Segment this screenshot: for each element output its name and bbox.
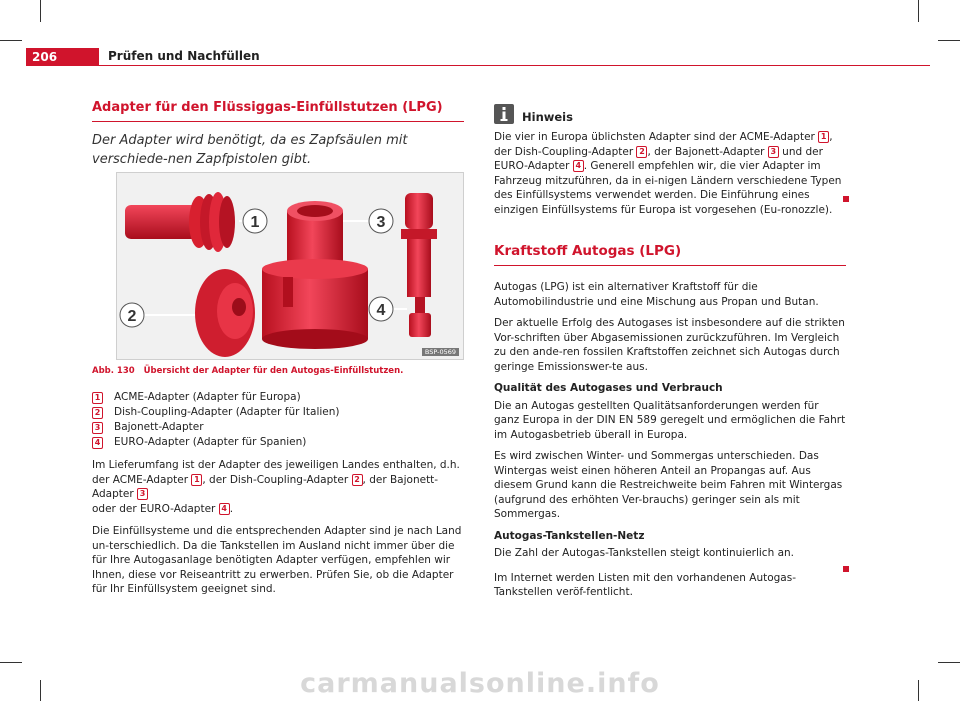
left-column-body — [92, 366, 464, 597]
section-title: Prüfen und Nachfüllen — [108, 49, 260, 63]
svg-text:3: 3 — [376, 214, 386, 231]
autogas-p4: Es wird zwischen Winter- und Sommergas unterschieden. Das Wintergas weist einen höheren Anteil an Propangas auf. Aus diesem Grund kann die Restreichweite beim Fahren mit Wintergas (aufgrund des erhöhten Ver-brauchs) geringer sein als mit Sommergas. — [494, 450, 843, 520]
page-number: 206 — [26, 48, 99, 66]
watermark: carmanualsonline.info — [300, 668, 660, 699]
ref-badge: 2 — [636, 146, 647, 158]
callout-1 — [239, 209, 267, 233]
list-item — [92, 405, 464, 420]
ref-badge: 1 — [818, 131, 829, 143]
item-number: 2 — [92, 407, 103, 419]
systems-paragraph: Die Einfüllsysteme und die entsprechenden Adapter sind je nach Land un-terschiedlich. Da die Tankstellen im Ausland nicht immer über die für Ihre Autogasanlage benötigten Adapter verfügen, empfehlen wir Ihnen, diese vor Reiseantritt zu erwerben. Prüfen Sie, ob die Adapter für Ihr Einfüllsystem geeignet sind. — [92, 525, 462, 595]
network-subheading: Autogas-Tankstellen-Netz — [494, 529, 645, 542]
text-run: oder der EURO-Adapter — [92, 502, 219, 515]
text-run: , der Bajonett-Adapter — [647, 145, 768, 158]
end-marker — [843, 196, 849, 202]
end-marker — [843, 566, 849, 572]
list-item — [92, 390, 464, 405]
text-run: Die vier in Europa üblichsten Adapter sind der ACME-Adapter — [494, 131, 819, 143]
autogas-p5: Die Zahl der Autogas-Tankstellen steigt kontinuierlich an. — [494, 547, 795, 559]
svg-text:4: 4 — [376, 302, 386, 319]
item-text: Bajonett-Adapter — [114, 421, 204, 433]
list-item — [92, 420, 464, 435]
ref-badge: 4 — [219, 503, 230, 515]
caption-label: Abb. 130 — [92, 366, 135, 376]
adapter-heading: Adapter für den Flüssiggas-Einfüllstutzen (LPG) — [92, 100, 464, 122]
page-header — [26, 48, 930, 66]
crop-mark — [0, 40, 22, 41]
left-column — [92, 100, 464, 169]
adapter-list — [92, 390, 464, 450]
list-item — [92, 435, 464, 450]
text-run: , der Bajonett-Adapter — [92, 473, 439, 500]
crop-mark — [40, 0, 41, 22]
note-text — [494, 130, 846, 217]
header-rule — [99, 65, 930, 67]
text-run: . Generell empfehlen wir, die vier Adapter im Fahrzeug mitzuführen, da in ei-nigen Ländern verschiedene Typen des Einfüllsystems verwendet werden. Die Einführung eines einzigen Einfüllsystems für Europa ist vorgesehen (Eu-ronozzle). — [494, 160, 842, 216]
item-number: 4 — [92, 437, 103, 449]
ref-badge: 4 — [573, 160, 584, 172]
euro-adapter-shape — [401, 193, 437, 337]
text-run: Im Lieferumfang ist der Adapter des jeweiligen Landes enthalten, d.h. der ACME-Adapter — [92, 459, 460, 486]
lead-text: Der Adapter wird benötigt, da es Zapfsäulen mit verschiede-nen Zapfpistolen gibt. — [92, 133, 408, 167]
adapter-illustration — [117, 173, 463, 359]
acme-adapter-shape — [125, 192, 235, 252]
ref-badge: 2 — [352, 474, 363, 486]
autogas-p1: Autogas (LPG) ist ein alternativer Kraftstoff für die Automobilindustrie und eine Mischung aus Propan und Butan. — [494, 281, 819, 308]
figure-code: BSP-0569 — [422, 348, 459, 356]
item-number: 3 — [92, 422, 103, 434]
svg-text:2: 2 — [127, 308, 137, 325]
text-run: , der Dish-Coupling-Adapter — [494, 131, 833, 158]
figure-caption — [92, 366, 464, 376]
delivery-paragraph — [92, 458, 464, 516]
caption-text: Übersicht der Adapter für den Autogas-Einfüllstutzen. — [143, 366, 404, 376]
crop-mark — [938, 662, 960, 663]
ref-badge: 3 — [768, 146, 779, 158]
ref-badge: 3 — [137, 488, 148, 500]
note-block — [494, 110, 846, 217]
item-text: Dish-Coupling-Adapter (Adapter für Italien) — [114, 406, 340, 418]
note-title: Hinweis — [522, 110, 573, 124]
text-run: . — [229, 502, 234, 515]
adapter-figure — [116, 172, 464, 360]
text-run: , der Dish-Coupling-Adapter — [202, 473, 352, 486]
autogas-p6: Im Internet werden Listen mit den vorhandenen Autogas-Tankstellen veröf-fentlicht. — [494, 571, 796, 598]
autogas-p2: Der aktuelle Erfolg des Autogases ist insbesondere auf die strikten Vor-schriften über Abgasemissionen zurückzuführen. Im Vergleich zu den ande-ren fossilen Kraftstoffen zeichnet sich Autogas durch geringe Emissionswer-te aus. — [494, 317, 845, 373]
item-text: ACME-Adapter (Adapter für Europa) — [114, 391, 301, 403]
item-number: 1 — [92, 392, 103, 404]
quality-subheading: Qualität des Autogases und Verbrauch — [494, 382, 723, 394]
callout-4 — [369, 297, 407, 321]
callout-3 — [343, 209, 393, 233]
dish-adapter-shape — [195, 269, 255, 357]
crop-mark — [0, 662, 22, 663]
right-column — [494, 243, 846, 600]
autogas-p3: Die an Autogas gestellten Qualitätsanforderungen werden für ganz Europa in der DIN EN 589 geregelt und ermöglichen die Fahrt im Autogasbetrieb überall in Europa. — [494, 399, 846, 441]
svg-text:1: 1 — [250, 214, 260, 231]
autogas-heading: Kraftstoff Autogas (LPG) — [494, 243, 846, 266]
bajonett-adapter-shape — [262, 201, 368, 349]
item-text: EURO-Adapter (Adapter für Spanien) — [114, 436, 307, 448]
ref-badge: 1 — [191, 474, 202, 486]
callout-2 — [120, 303, 195, 327]
crop-mark — [938, 40, 960, 41]
crop-mark — [918, 0, 919, 22]
text-run: und der EURO-Adapter — [494, 145, 823, 172]
